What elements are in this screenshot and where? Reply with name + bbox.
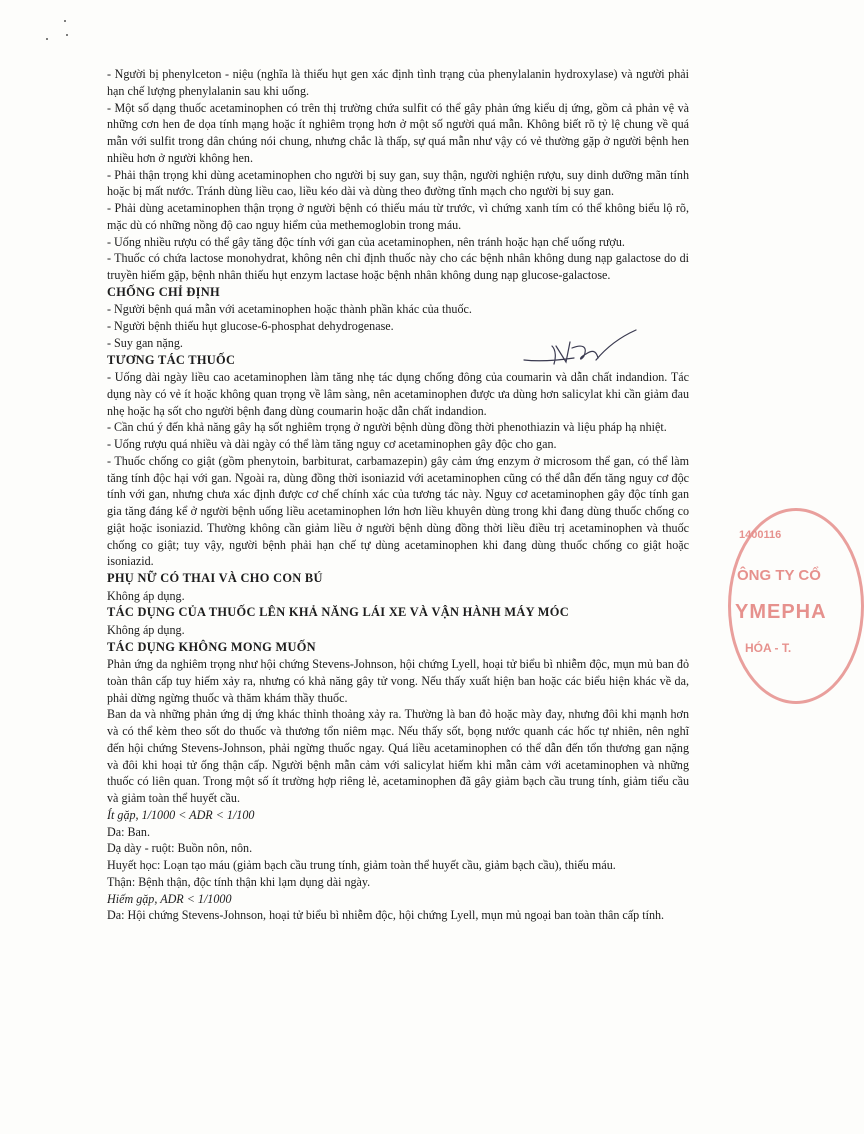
paragraph: - Thuốc có chứa lactose monohydrat, không nên chỉ định thuốc này cho các bệnh nhân không dung nạp galactose do di truyền hiếm gặp, bệnh nhân thiếu hụt enzym lactase hoặc bệnh nhân không dung nạp glucose-galactose. [107,251,689,282]
interaction-item: - Thuốc chống co giật (gồm phenytoin, barbiturat, carbamazepin) gây cảm ứng enzym ở microsom thể gan, có thể làm tăng tính độc hại với gan. Ngoài ra, dùng đồng thời isoniazid với acetaminophen cũng có thể dẫn đến tăng nguy cơ độc tính với gan, nhưng chưa xác định được cơ chế chính xác của tương tác này. Nguy cơ acetaminophen gây độc tính gan gia tăng đáng kể ở người bệnh uống liều acetaminophen lớn hơn liều khuyên dùng trong khi đang dùng thuốc chống co giật hoặc isoniazid. Thường không cần giảm liều ở người bệnh dùng đồng thời liều điều trị acetaminophen và thuốc chống co giật; tuy vậy, người bệnh phải hạn chế tự dùng acetaminophen khi đang dùng thuốc chống co giật hoặc isoniazid. [107,453,689,569]
scan-specks [40,18,80,58]
handwritten-signature [522,328,642,378]
interaction-item: - Uống rượu quá nhiều và dài ngày có thể làm tăng nguy cơ acetaminophen gây độc cho gan. [107,437,557,451]
uncommon-item: Da: Ban. [107,824,150,839]
pregnancy-heading: PHỤ NỮ CÓ THAI VÀ CHO CON BÚ [107,571,323,585]
leaflet-page [107,66,689,924]
uncommon-label: Ít gặp, 1/1000 < ADR < 1/100 [107,807,255,822]
side-effects-paragraph: Phản ứng da nghiêm trọng như hội chứng Stevens-Johnson, hội chứng Lyell, hoại tử biểu bì nhiễm độc, mụn mủ ban đỏ toàn thân cấp tuy hiếm xảy ra, nhưng có khả năng gây tử vong. Nếu thấy xuất hiện ban hoặc các biểu hiện khác về da, phải dừng ngừng thuốc và thăm khám thầy thuốc. [107,657,689,705]
contraindications-heading: CHỐNG CHỈ ĐỊNH [107,284,220,299]
stamp-line: 1400116 [739,529,782,541]
stamp-line: YMEPHA [735,601,827,623]
paragraph: - Uống nhiều rượu có thể gây tăng độc tính với gan của acetaminophen, nên tránh hoặc hạn chế uống rượu. [107,234,625,249]
contraindication-item: - Suy gan nặng. [107,335,183,350]
interaction-item: - Uống dài ngày liều cao acetaminophen làm tăng nhẹ tác dụng chống đông của coumarin và dẫn chất indandion. Tác dụng này có vẻ ít hoặc không quan trọng về lâm sàng, nên acetaminophen được ưa dùng hơn salicylat khi cần giảm đau nhẹ hoặc hạ sốt cho người bệnh đang dùng coumarin hoặc dẫn chất indandion. [107,370,689,418]
company-stamp [728,508,864,704]
paragraph: - Phải thận trọng khi dùng acetaminophen cho người bị suy gan, suy thận, người nghiện rượu, suy dinh dưỡng mãn tính hoặc bị mất nước. Tránh dùng liều cao, liều kéo dài và dùng theo đường tĩnh mạch cho người bị suy gan. [107,167,689,199]
driving-heading: TÁC DỤNG CỦA THUỐC LÊN KHẢ NĂNG LÁI XE VÀ VẬN HÀNH MÁY MÓC [107,605,569,620]
interactions-heading: TƯƠNG TÁC THUỐC [107,352,236,367]
uncommon-item: Dạ dày - ruột: Buồn nôn, nôn. [107,841,253,856]
driving-text: Không áp dụng. [107,622,185,637]
uncommon-item: Thận: Bệnh thận, độc tính thận khi lạm dụng dài ngày. [107,874,371,889]
interaction-item: - Cần chú ý đến khả năng gây hạ sốt nghiêm trọng ở người bệnh dùng đồng thời phenothiazin và liệu pháp hạ nhiệt. [107,420,667,435]
paragraph: - Một số dạng thuốc acetaminophen có trên thị trường chứa sulfit có thể gây phản ứng kiểu dị ứng, gồm cả phản vệ và những cơn hen đe dọa tính mạng hoặc ít nghiêm trọng hơn ở một số người quá mẫn. Không biết rõ tỷ lệ chung về quá mẫn với sulfit trong dân chúng nói chung, nhưng chắc là thấp, sự quá mẫn như vậy có vẻ thường gặp ở người bệnh hen nhiều hơn ở người không hen. [107,100,689,165]
paragraph: - Phải dùng acetaminophen thận trọng ở người bệnh có thiếu máu từ trước, vì chứng xanh tím có thể không biểu lộ rõ, mặc dù có những nồng độ cao nguy hiểm của methemoglobin trong máu. [107,201,689,232]
contraindication-item: - Người bệnh thiếu hụt glucose-6-phosphat dehydrogenase. [107,319,394,333]
rare-item: Da: Hội chứng Stevens-Johnson, hoại tử biểu bì nhiễm độc, hội chứng Lyell, mụn mủ ngoại ban toàn thân cấp tính. [107,908,665,923]
side-effects-heading: TÁC DỤNG KHÔNG MONG MUỐN [107,639,316,654]
uncommon-item: Huyết học: Loạn tạo máu (giảm bạch cầu trung tính, giảm toàn thể huyết cầu, giảm bạch cầu), thiếu máu. [107,858,616,872]
pregnancy-text: Không áp dụng. [107,588,185,603]
stamp-line: ÔNG TY CỔ [737,567,821,584]
contraindication-item: - Người bệnh quá mẫn với acetaminophen hoặc thành phần khác của thuốc. [107,302,472,317]
paragraph: - Người bị phenylceton - niệu (nghĩa là thiếu hụt gen xác định tình trạng của phenylalanin hydroxylase) và người phải hạn chế lượng phenylalanin sau khi uống. [107,67,689,98]
rare-label: Hiếm gặp, ADR < 1/1000 [107,891,232,906]
side-effects-paragraph: Ban da và những phản ứng dị ứng khác thỉnh thoảng xảy ra. Thường là ban đỏ hoặc mày đay, nhưng đôi khi mạnh hơn và có thể kèm theo sốt do thuốc và thương tổn niêm mạc. Nếu thấy sốt, bọng nước quanh các hốc tự nhiên, nên nghĩ đến hội chứng Stevens-Johnson, phải ngừng thuốc ngay. Quá liều acetaminophen có thể dẫn đến tổn thương gan nặng và đôi khi hoại tử ống thận cấp. Người bệnh mẫn cảm với salicylat hiếm khi mẫn cảm với acetaminophen và những thuốc có liên quan. Trong một số ít trường hợp riêng lẻ, acetaminophen đã gây giảm bạch cầu trung tính, giảm tiểu cầu và giảm toàn thể huyết cầu. [107,707,689,805]
stamp-line: HÓA - T. [745,641,792,655]
